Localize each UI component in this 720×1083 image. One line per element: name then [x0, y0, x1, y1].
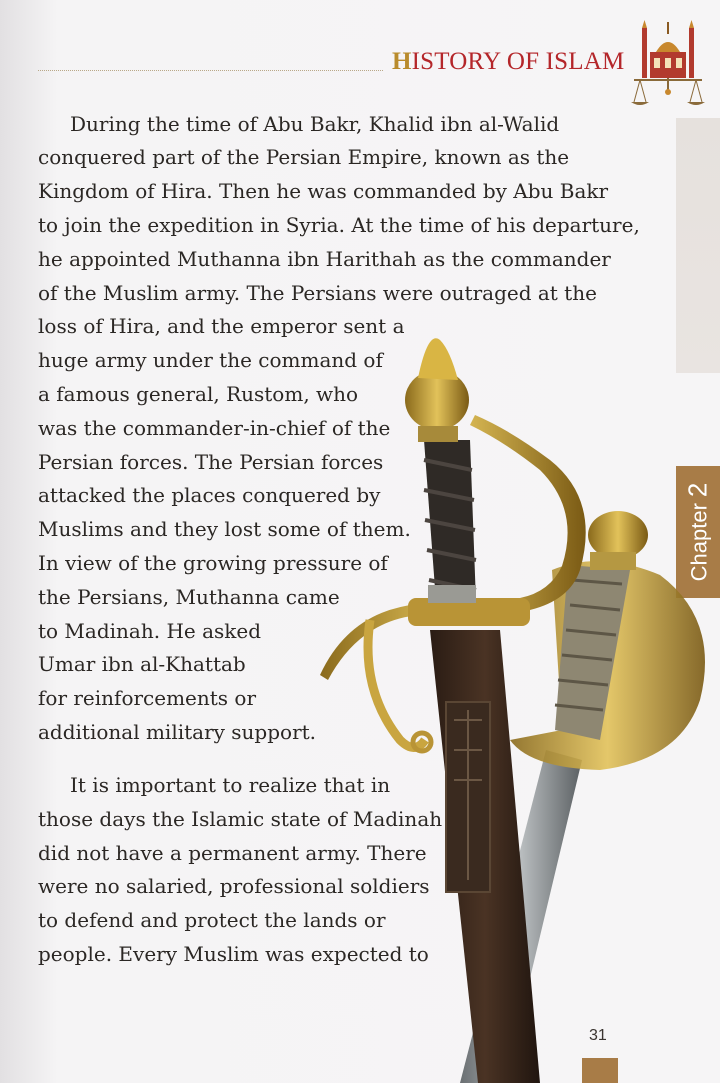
text-line: the Persians, Muthanna came [38, 585, 340, 609]
text-line: attacked the places conquered by [38, 483, 381, 507]
text-line: to defend and protect the lands or [38, 908, 386, 932]
text-line: were no salaried, professional soldiers [38, 874, 430, 898]
text-line: did not have a permanent army. There [38, 841, 427, 865]
text-line: for reinforcements or [38, 686, 257, 710]
mosque-scales-emblem [628, 18, 708, 110]
text-line: Umar ibn al-Khattab [38, 652, 246, 676]
chapter-word: Chapter [686, 503, 712, 582]
text-line: loss of Hira, and the emperor sent a [38, 314, 405, 338]
header-title-rest: ISTORY OF ISLAM [411, 48, 625, 75]
text-line: During the time of Abu Bakr, Khalid ibn al-Walid [70, 112, 560, 136]
text-line: a famous general, Rustom, who [38, 382, 359, 406]
text-line: those days the Islamic state of Madinah [38, 807, 443, 831]
text-line: additional military support. [38, 720, 317, 744]
text-line: of the Muslim army. The Persians were outraged at the [38, 281, 597, 305]
text-line: people. Every Muslim was expected to [38, 942, 429, 966]
text-line: he appointed Muthanna ibn Harithah as the commander [38, 247, 611, 271]
chapter-number: 2 [682, 482, 713, 498]
text-line: huge army under the command of [38, 348, 383, 372]
text-line: In view of the growing pressure of [38, 551, 388, 575]
text-line: was the commander-in-chief of the [38, 416, 391, 440]
page-number: 31 [589, 1027, 607, 1044]
header-title-initial: H [392, 48, 412, 75]
text-line: conquered part of the Persian Empire, known as the [38, 145, 570, 169]
text-line: Persian forces. The Persian forces [38, 450, 384, 474]
text-line: Muslims and they lost some of them. [38, 517, 411, 541]
header-rule [38, 70, 383, 71]
text-line: to join the expedition in Syria. At the time of his departure, [38, 213, 640, 237]
text-line: It is important to realize that in [70, 773, 391, 797]
text-line: Kingdom of Hira. Then he was commanded by Abu Bakr [38, 179, 609, 203]
running-header-title [392, 48, 624, 76]
page-number-tab [582, 1058, 618, 1083]
text-line: to Madinah. He asked [38, 619, 262, 643]
